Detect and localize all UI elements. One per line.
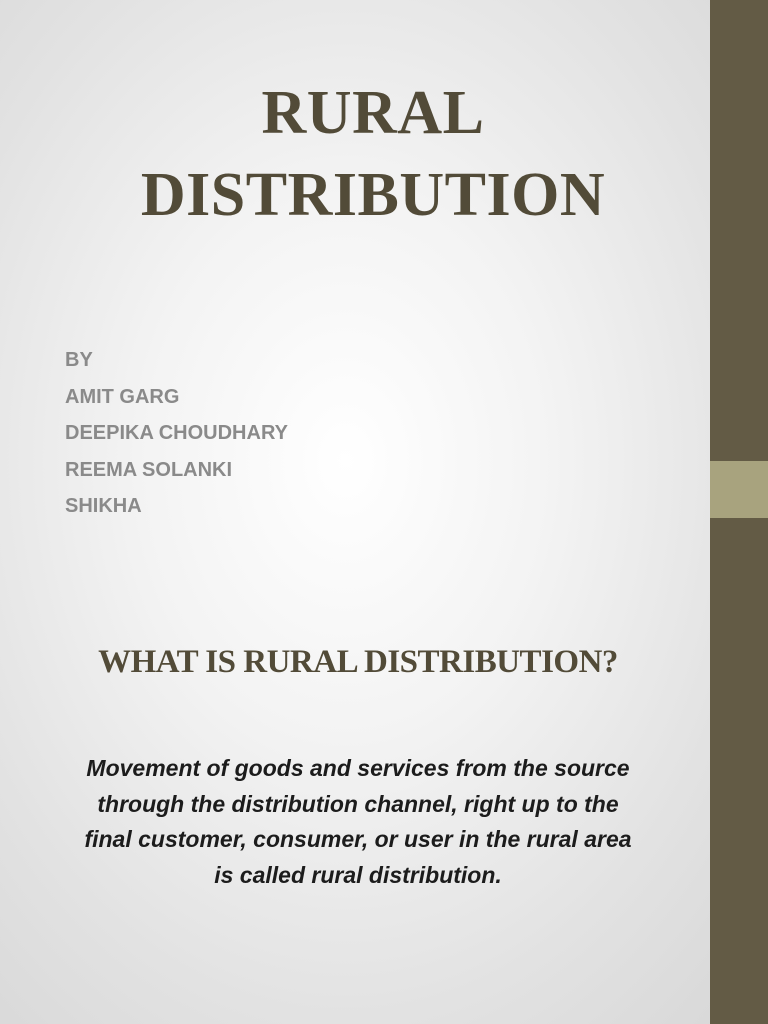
author-by-label: BY — [65, 349, 93, 371]
decorative-side-accent — [710, 461, 768, 518]
definition-line: through the distribution channel, right up to the — [97, 790, 619, 817]
author-name: DEEPIKA CHOUDHARY — [65, 422, 288, 444]
author-name: AMIT GARG — [65, 385, 180, 408]
title-line-2: DISTRIBUTION — [140, 161, 606, 229]
author-name: REEMA SOLANKI — [65, 458, 233, 481]
slide-title — [0, 72, 746, 236]
title-line-1: RURAL — [261, 79, 485, 147]
definition-line: Movement of goods and services from the source — [86, 755, 630, 781]
section-heading: WHAT IS RURAL DISTRIBUTION? — [98, 644, 618, 680]
definition-line: is called rural distribution. — [214, 861, 502, 888]
author-name: SHIKHA — [65, 495, 142, 517]
definition-line: final customer, consumer, or user in the rural area — [84, 826, 632, 852]
definition-text — [30, 751, 686, 893]
author-list — [65, 342, 288, 525]
